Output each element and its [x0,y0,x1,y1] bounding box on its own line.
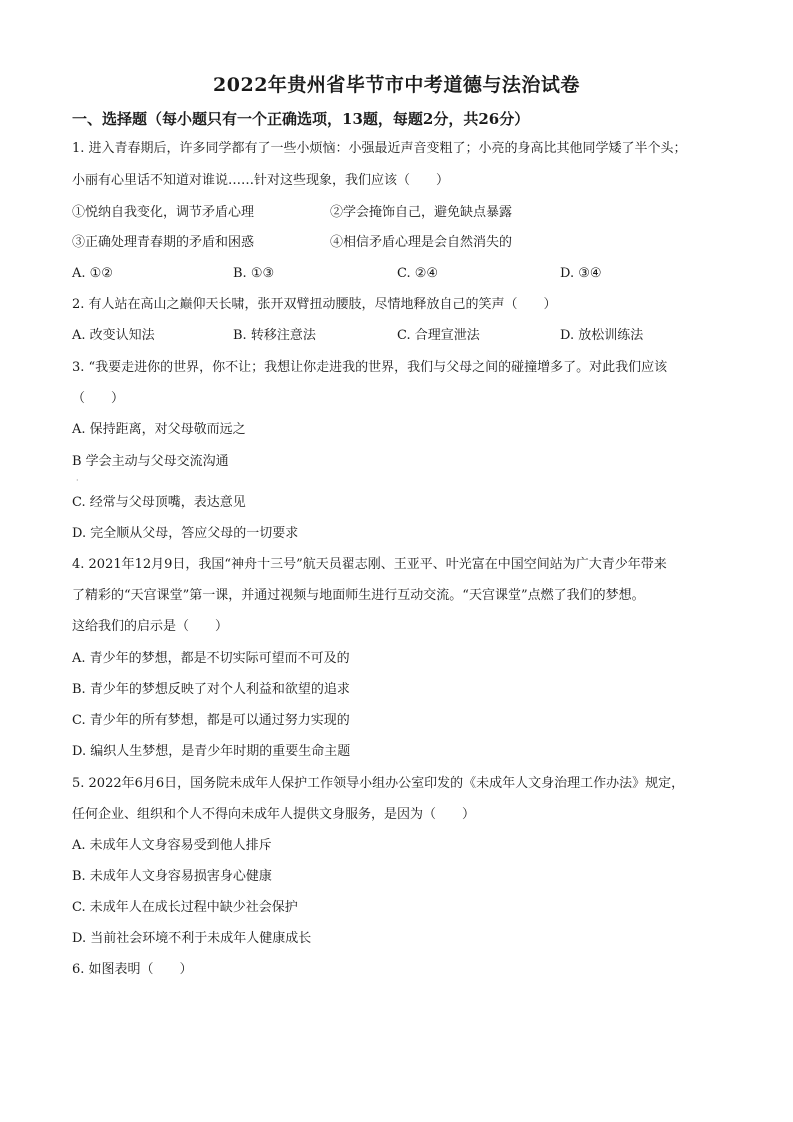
q4-stem-line-1: 4. 2021年12月9日，我国“神舟十三号”航天员翟志刚、王亚平、叶光富在中国空间站为广大青少年带来 [72,557,667,572]
q5-option-c: C. 未成年人在成长过程中缺少社会保护 [72,900,298,915]
q3-option-c: C. 经常与父母顶嘴，表达意见 [72,495,246,510]
q4-option-a: A. 青少年的梦想，都是不切实际可望而不可及的 [72,651,350,666]
q6-stem-line-1: 6. 如图表明（ ） [72,962,193,977]
q3-option-d: D. 完全顺从父母，答应父母的一切要求 [72,526,299,541]
q1-option-c: C. ②④ [397,266,439,281]
q4-option-d: D. 编织人生梦想，是青少年时期的重要生命主题 [72,744,351,759]
q1-option-d: D. ③④ [560,266,602,281]
q4-stem-line-3: 这给我们的启示是（ ） [72,619,229,634]
q1-option-a: A. ①② [72,266,113,281]
q2-option-c: C. 合理宣泄法 [397,328,480,343]
stray-mark: · [76,476,79,485]
q1-statement-4: ④相信矛盾心理是会自然消失的 [330,235,513,250]
q4-stem-line-2: 了精彩的“天宫课堂”第一课，并通过视频与地面师生进行互动交流。“天宫课堂”点燃了我们的梦想。 [72,588,645,603]
q5-stem-line-1: 5. 2022年6月6日，国务院未成年人保护工作领导小组办公室印发的《未成年人文身治理工作办法》规定， [72,776,685,791]
q2-option-a: A. 改变认知法 [72,328,155,343]
q5-option-a: A. 未成年人文身容易受到他人排斥 [72,838,272,853]
q5-stem-line-2: 任何企业、组织和个人不得向未成年人提供文身服务，是因为（ ） [72,807,476,822]
q1-statement-1: ①悦纳自我变化，调节矛盾心理 [72,205,255,220]
q5-option-d: D. 当前社会环境不利于未成年人健康成长 [72,931,312,946]
q3-stem-line-2: （ ） [72,391,125,406]
q1-statement-3: ③正确处理青春期的矛盾和困惑 [72,235,255,250]
q1-stem-line-2: 小丽有心里话不知道对谁说……针对这些现象，我们应该（ ） [72,173,450,188]
q3-option-a: A. 保持距离，对父母敬而远之 [72,422,246,437]
q2-stem-line-1: 2. 有人站在高山之巅仰天长啸，张开双臂扭动腰肢，尽情地释放自己的笑声（ ） [72,297,557,312]
q3-stem-line-1: 3. “我要走进你的世界，你不让；我想让你走进我的世界，我们与父母之间的碰撞增多了。对此我们应该 [72,360,668,375]
q1-option-b: B. ①③ [233,266,275,281]
q5-option-b: B. 未成年人文身容易损害身心健康 [72,869,272,884]
document-title: 2022年贵州省毕节市中考道德与法治试卷 [213,74,580,96]
q1-statement-2: ②学会掩饰自己，避免缺点暴露 [330,205,513,220]
section-heading: 一、选择题（每小题只有一个正确选项，13题，每题2分，共26分） [72,110,530,128]
q3-option-b: B 学会主动与父母交流沟通 [72,454,229,469]
q4-option-c: C. 青少年的所有梦想，都是可以通过努力实现的 [72,713,350,728]
q2-option-d: D. 放松训练法 [560,328,644,343]
q1-stem-line-1: 1. 进入青春期后，许多同学都有了一些小烦恼：小强最近声音变粗了；小亮的身高比其他同学矮了半个头； [72,141,687,156]
q4-option-b: B. 青少年的梦想反映了对个人利益和欲望的追求 [72,682,350,697]
q2-option-b: B. 转移注意法 [233,328,316,343]
